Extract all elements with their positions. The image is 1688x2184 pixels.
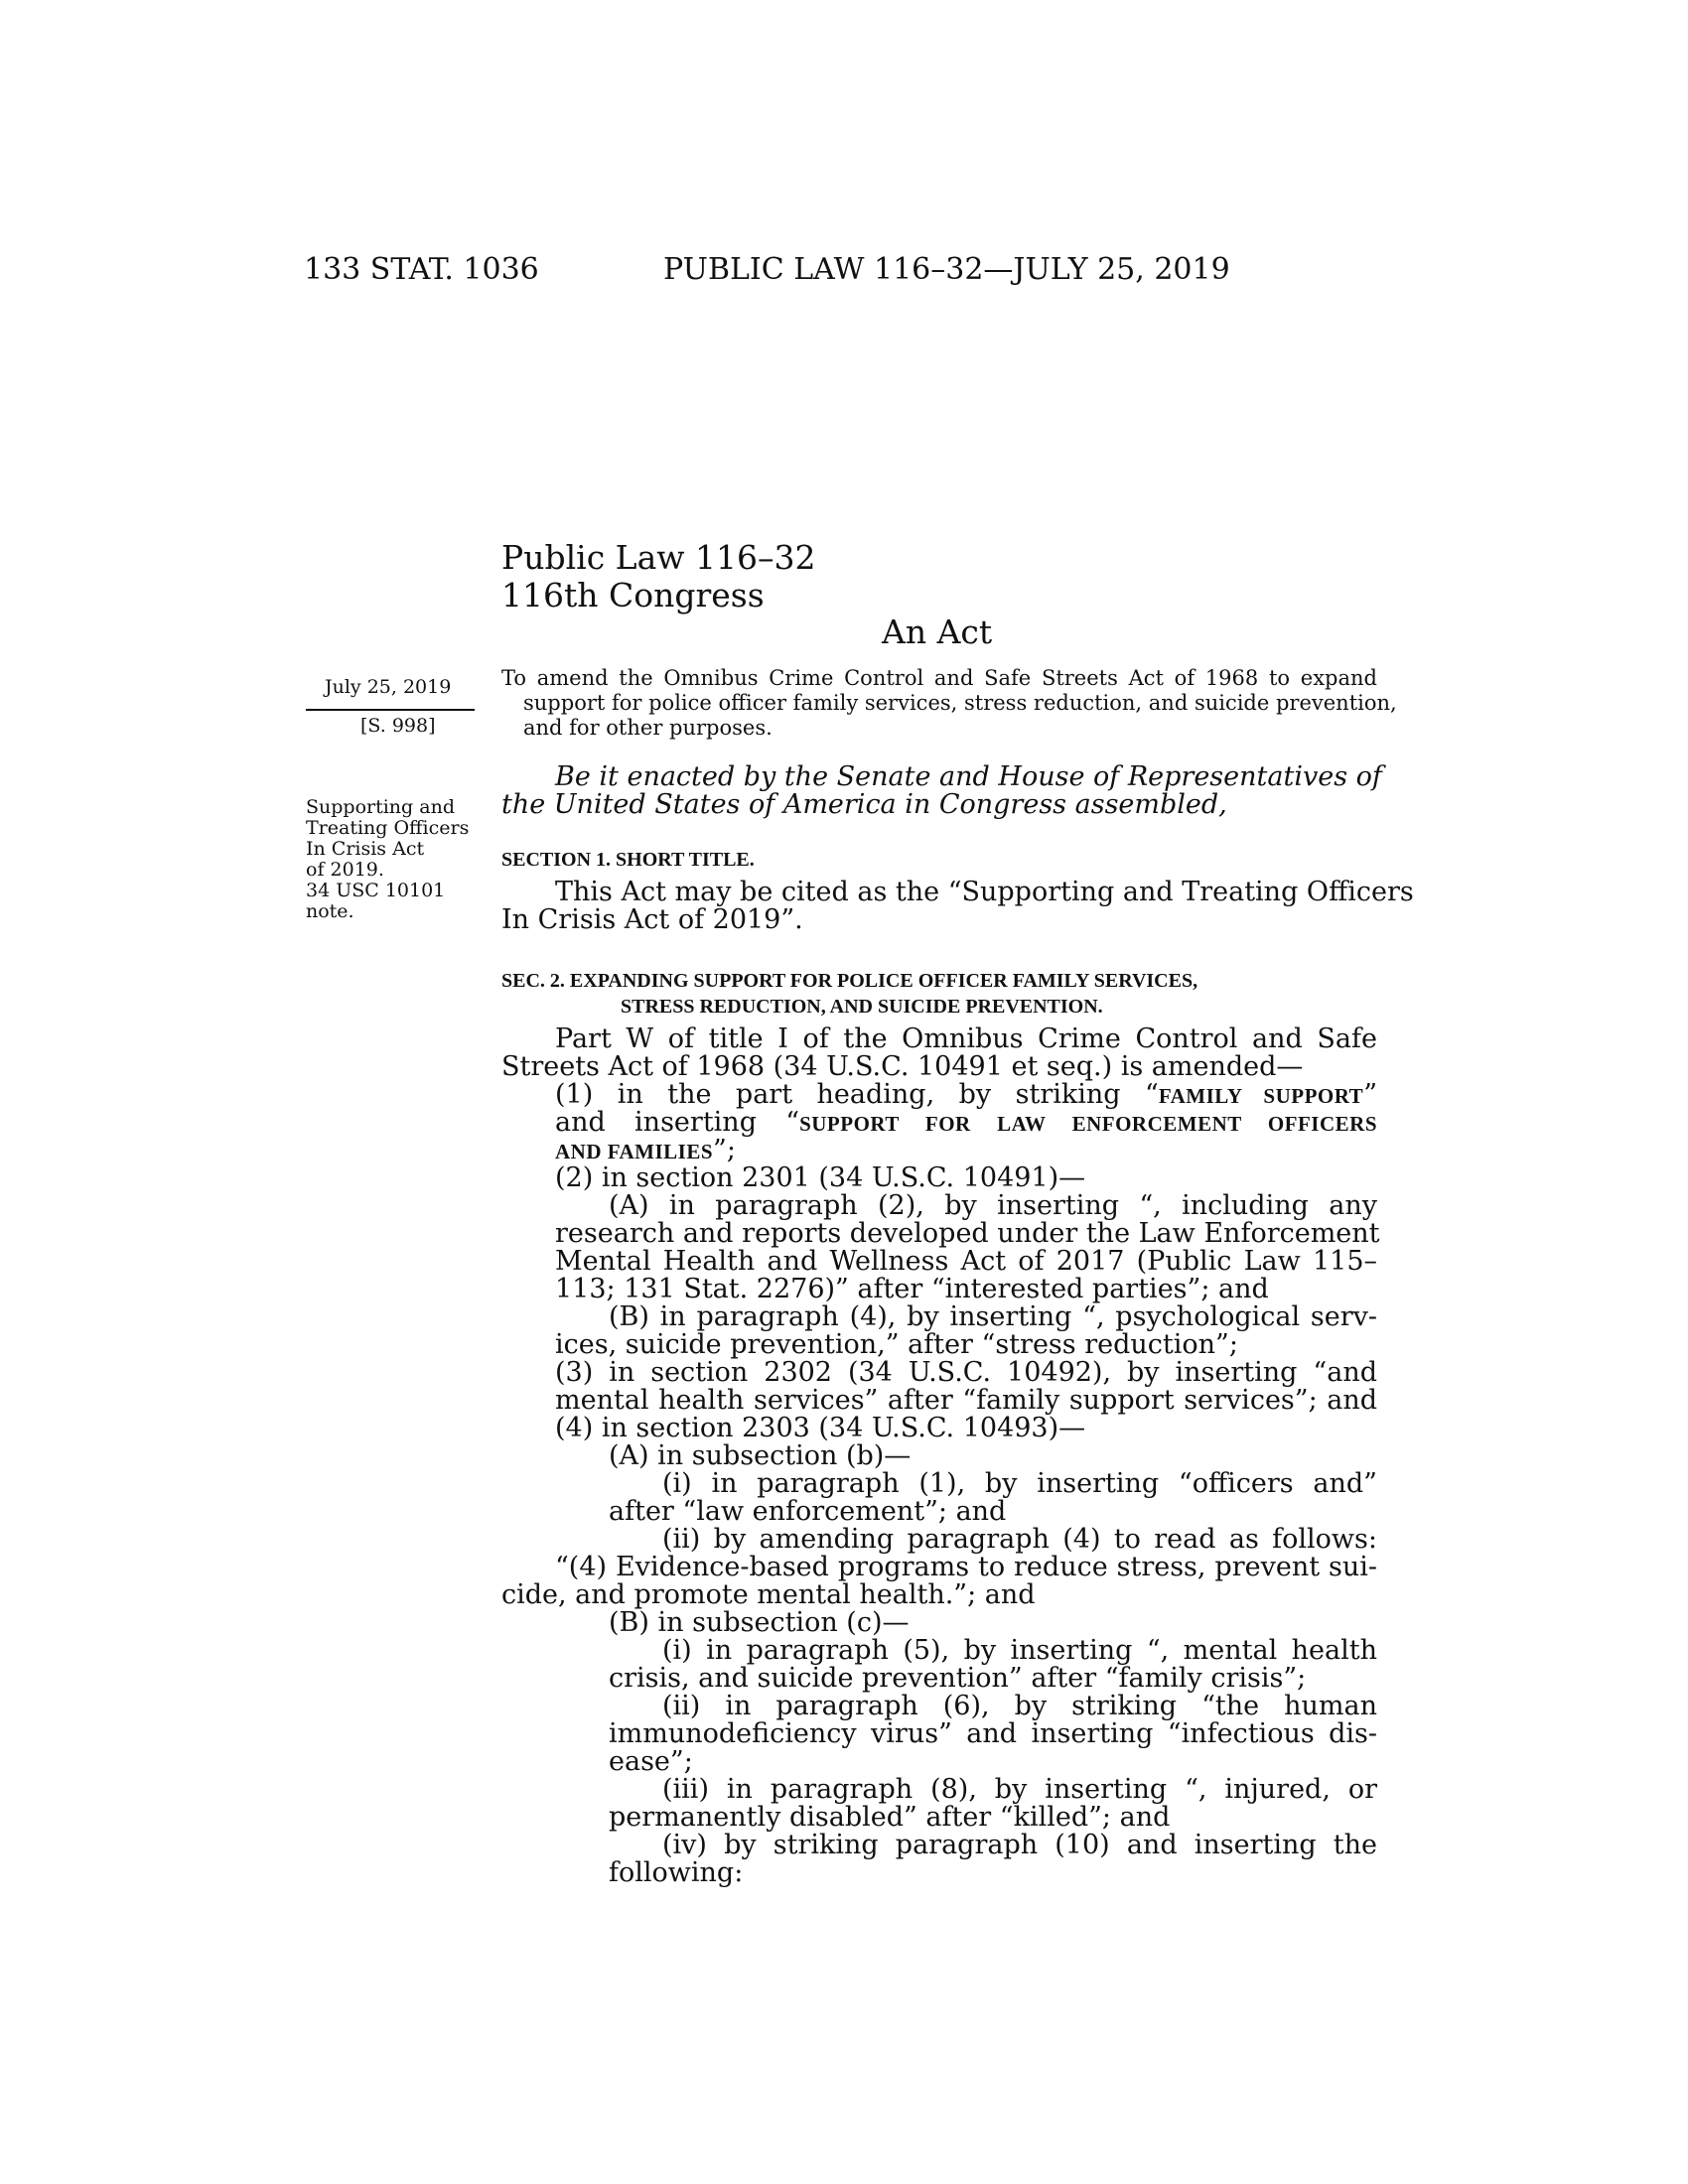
paragraph-4Bi-line: (i) in paragraph (5), by inserting “, mental health (662, 1635, 1377, 1666)
section-1-heading: SECTION 1. SHORT TITLE. (501, 849, 755, 871)
paragraph-4B-line: (B) in subsection (c)— (609, 1607, 910, 1638)
bill-body (501, 877, 1414, 935)
paragraph-1-text: and inserting “ (555, 1107, 800, 1138)
section-2-heading-line: STRESS REDUCTION, AND SUICIDE PREVENTION. (621, 996, 1103, 1018)
enacting-line: Be it enacted by the Senate and House of Representatives of (555, 761, 1382, 792)
paragraph-2A-line: (A) in paragraph (2), by inserting “, including any (609, 1190, 1377, 1221)
margin-note-line: of 2019. (306, 859, 384, 881)
page-stat-citation: 133 STAT. 1036 (304, 252, 539, 287)
long-title-line: support for police officer family services, stress reduction, and suicide prevention, (523, 691, 1397, 715)
paragraph-4Biii-line: permanently disabled” after “killed”; and (609, 1802, 1171, 1833)
section-2-heading (501, 968, 1377, 1020)
paragraph-2B-line: ices, suicide prevention,” after “stress reduction”; (555, 1329, 1238, 1360)
running-header-title: PUBLIC LAW 116–32—JULY 25, 2019 (663, 252, 1230, 287)
quoted-paragraph-line: cide, and promote mental health.”; and (501, 1579, 1036, 1610)
paragraph-2-line: (2) in section 2301 (34 U.S.C. 10491)— (555, 1162, 1086, 1193)
paragraph-1-line (555, 1109, 1377, 1137)
margin-note-line: Supporting and (306, 796, 455, 818)
long-title-line: and for other purposes. (523, 716, 773, 740)
act-heading: An Act (882, 613, 993, 651)
paragraph-3-line: mental health services” after “family support services”; and (555, 1385, 1377, 1416)
paragraph-1-struck-heading: FAMILY SUPPORT (1158, 1084, 1364, 1108)
enacting-line: the United States of America in Congress assembled, (501, 789, 1227, 820)
margin-note-line: In Crisis Act (306, 838, 425, 860)
paragraph-4Bii-line: ease”; (609, 1746, 693, 1777)
margin-note-line: note. (306, 900, 354, 922)
margin-short-title-note (306, 797, 485, 922)
paragraph-1-line (501, 1081, 1377, 1109)
public-law-number: Public Law 116–32 (501, 538, 816, 577)
section-1-text-line: This Act may be cited as the “Supporting and Treating Officers (555, 877, 1414, 907)
paragraph-3-line: (3) in section 2302 (34 U.S.C. 10492), by inserting “and (555, 1357, 1377, 1388)
section-2-heading-line: SEC. 2. EXPANDING SUPPORT FOR POLICE OFFICER FAMILY SERVICES, (501, 970, 1198, 992)
paragraph-4Aii-line: (ii) by amending paragraph (4) to read as follows: (662, 1524, 1377, 1555)
paragraph-1-text: (1) in the part heading, by striking “ (555, 1079, 1159, 1110)
enacting-clause (501, 761, 1382, 820)
long-title (501, 666, 1397, 741)
paragraph-2B-line: (B) in paragraph (4), by inserting “, psychological serv- (609, 1301, 1377, 1332)
paragraph-2A-line: 113; 131 Stat. 2276)” after “interested parties”; and (555, 1274, 1269, 1304)
margin-note-line: 34 USC 10101 (306, 880, 446, 901)
section-1-text-line: In Crisis Act of 2019”. (501, 904, 803, 935)
paragraph-1-text: ” (1363, 1079, 1377, 1110)
paragraph-4Bi-line: crisis, and suicide prevention” after “family crisis”; (609, 1663, 1307, 1694)
paragraph-1-text: ”; (713, 1135, 736, 1165)
section-2-body (501, 1024, 1380, 1888)
paragraph-4Biv-line: (iv) by striking paragraph (10) and inserting the (662, 1830, 1377, 1860)
paragraph-4Ai-line: after “law enforcement”; and (609, 1496, 1007, 1527)
paragraph-1-inserted-heading: AND FAMILIES (555, 1140, 714, 1163)
paragraph-4-line: (4) in section 2303 (34 U.S.C. 10493)— (555, 1413, 1086, 1443)
paragraph-2A-line: Mental Health and Wellness Act of 2017 (Public Law 115– (555, 1246, 1377, 1277)
section-2-intro-line: Part W of title I of the Omnibus Crime Control and Safe (555, 1024, 1377, 1054)
paragraph-4Biii-line: (iii) in paragraph (8), by inserting “, injured, or (662, 1774, 1377, 1805)
margin-note-line: Treating Officers (306, 817, 470, 839)
paragraph-2A-line: research and reports developed under the Law Enforcement (555, 1218, 1380, 1249)
margin-bill-number: [S. 998] (360, 715, 436, 737)
paragraph-1-line (555, 1137, 1377, 1164)
paragraph-4Biv-line: following: (609, 1857, 744, 1888)
quoted-paragraph-line: “(4) Evidence-based programs to reduce stress, prevent sui- (555, 1552, 1377, 1582)
congress-number: 116th Congress (501, 576, 765, 614)
paragraph-4Bii-line: (ii) in paragraph (6), by striking “the human (662, 1691, 1377, 1721)
paragraph-4A-line: (A) in subsection (b)— (609, 1440, 912, 1471)
section-2-intro-line: Streets Act of 1968 (34 U.S.C. 10491 et seq.) is amended— (501, 1051, 1304, 1082)
margin-enactment-date: July 25, 2019 (325, 676, 452, 698)
paragraph-1-inserted-heading: SUPPORT FOR LAW ENFORCEMENT OFFICERS (799, 1112, 1377, 1136)
paragraph-4Bii-line: immunodeficiency virus” and inserting “infectious dis- (609, 1718, 1377, 1749)
margin-divider (306, 709, 475, 711)
paragraph-4Ai-line: (i) in paragraph (1), by inserting “officers and” (662, 1468, 1377, 1499)
long-title-line: To amend the Omnibus Crime Control and Safe Streets Act of 1968 to expand (501, 666, 1377, 690)
